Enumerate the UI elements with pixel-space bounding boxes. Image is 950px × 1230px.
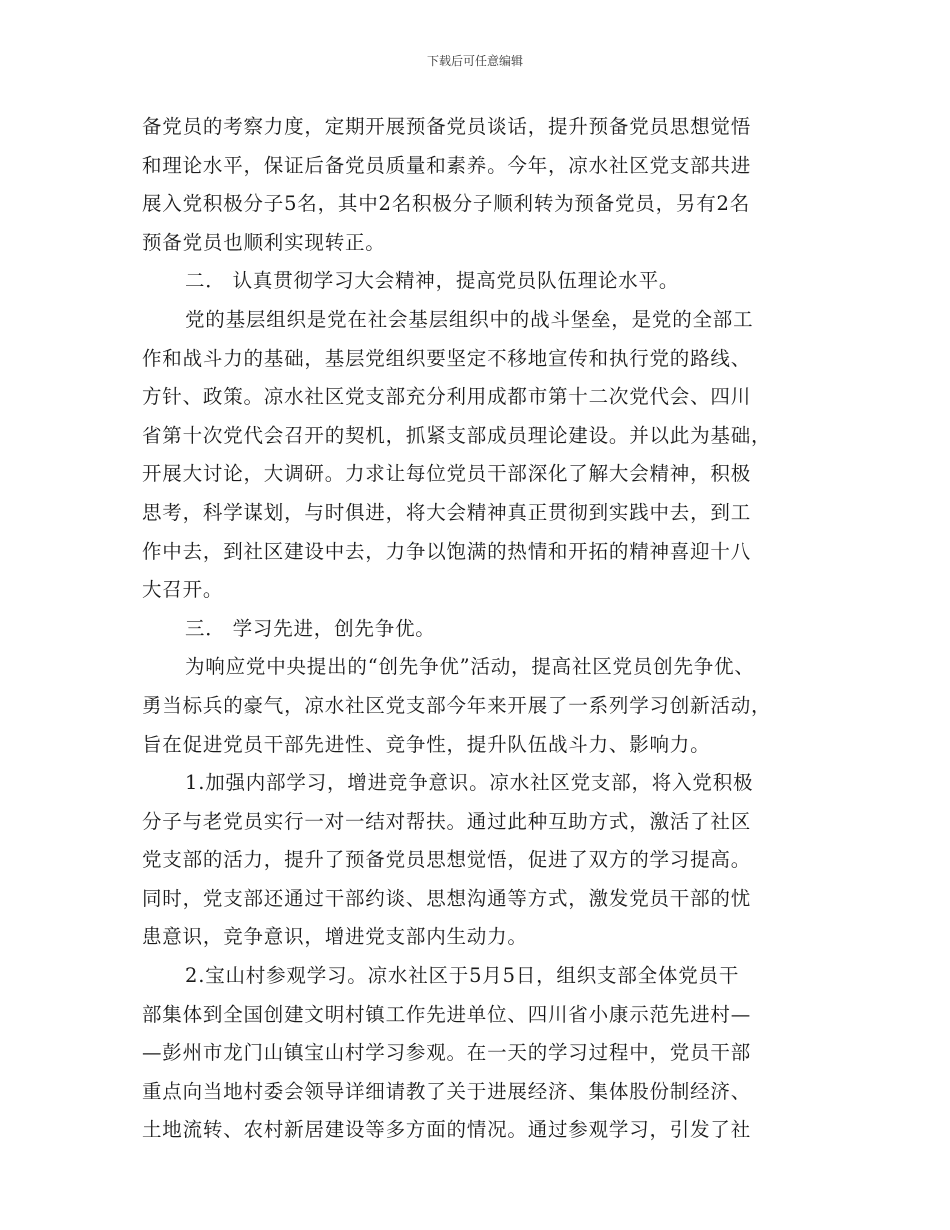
text-line: 预备党员也顺利实现转正。 [142, 230, 386, 254]
text-line: 思考，科学谋划，与时俱进，将大会精神真正贯彻到实践中去，到工 [142, 500, 752, 524]
text-line: 二． 认真贯彻学习大会精神，提高党员队伍理论水平。 [185, 269, 680, 293]
text-line: 2.宝山村参观学习。凉水社区于5月5日，组织支部全体党员干 [185, 964, 740, 988]
text-line: 同时，党支部还通过干部约谈、思想沟通等方式，激发党员干部的忧 [142, 886, 752, 910]
text-line: 开展大讨论，大调研。力求让每位党员干部深化了解大会精神，积极 [142, 462, 752, 486]
text-line: 勇当标兵的豪气，凉水社区党支部今年来开展了一系列学习创新活动， [142, 693, 772, 717]
text-line: 方针、政策。凉水社区党支部充分利用成都市第十二次党代会、四川 [142, 385, 752, 409]
text-line: 备党员的考察力度，定期开展预备党员谈话，提升预备党员思想觉悟 [142, 115, 752, 138]
text-line: 旨在促进党员干部先进性、竞争性，提升队伍战斗力、影响力。 [142, 732, 711, 756]
text-line: 作中去，到社区建设中去，力争以饱满的热情和开拓的精神喜迎十八 [142, 539, 752, 563]
text-line: 和理论水平，保证后备党员质量和素养。今年，凉水社区党支部共进 [142, 153, 752, 177]
text-line: 大召开。 [142, 578, 224, 602]
text-line: 部集体到全国创建文明村镇工作先进单位、四川省小康示范先进村— [142, 1002, 752, 1026]
text-line: 展入党积极分子5名，其中2名积极分子顺利转为预备党员，另有2名 [142, 192, 751, 216]
text-line: 省第十次党代会召开的契机，抓紧支部成员理论建设。并以此为基础， [142, 423, 772, 447]
text-line: 作和战斗力的基础，基层党组织要坚定不移地宣传和执行党的路线、 [142, 346, 752, 370]
document-body [142, 108, 812, 1150]
text-line: 患意识，竞争意识，增进党支部内生动力。 [142, 925, 528, 949]
text-line: —彭州市龙门山镇宝山村学习参观。在一天的学习过程中，党员干部 [142, 1041, 752, 1065]
text-line: 三． 学习先进，创先争优。 [185, 616, 436, 640]
text-line: 土地流转、农村新居建设等多方面的情况。通过参观学习，引发了社 [142, 1118, 752, 1142]
text-line: 重点向当地村委会领导详细请教了关于进展经济、集体股份制经济、 [142, 1079, 752, 1103]
text-line: 党支部的活力，提升了预备党员思想觉悟，促进了双方的学习提高。 [142, 848, 752, 872]
text-line: 分子与老党员实行一对一结对帮扶。通过此种互助方式，激活了社区 [142, 809, 752, 833]
text-line: 1.加强内部学习，增进竞争意识。凉水社区党支部，将入党积极 [185, 771, 754, 795]
page-header: 下载后可任意编辑 [426, 54, 523, 68]
text-line: 为响应党中央提出的“创先争优”活动，提高社区党员创先争优、 [185, 655, 755, 679]
text-line: 党的基层组织是党在社会基层组织中的战斗堡垒，是党的全部工 [185, 307, 754, 331]
